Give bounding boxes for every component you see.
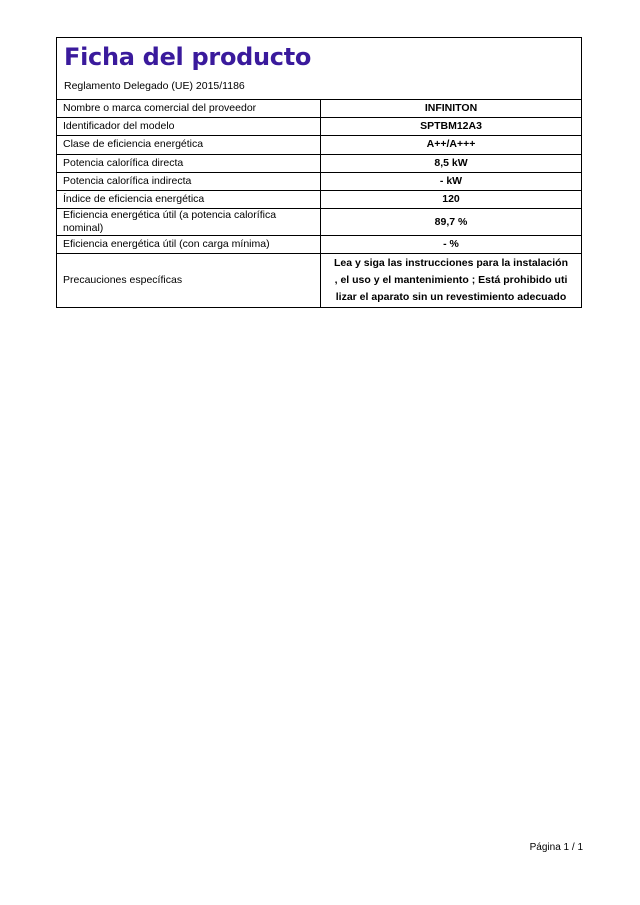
table-row bbox=[57, 236, 581, 254]
table-row bbox=[57, 154, 581, 172]
precaution-line: , el uso y el mantenimiento ; Está prohibido uti bbox=[334, 274, 568, 287]
row-value: SPTBM12A3 bbox=[321, 118, 582, 136]
row-value: - kW bbox=[321, 172, 582, 190]
table-row bbox=[57, 118, 581, 136]
precaution-line: lizar el aparato sin un revestimiento adecuado bbox=[335, 291, 567, 304]
row-label: Nombre o marca comercial del proveedor bbox=[57, 100, 321, 118]
row-value: INFINITON bbox=[424, 102, 478, 115]
table-row bbox=[57, 254, 581, 308]
regulation-subtitle: Reglamento Delegado (UE) 2015/1186 bbox=[64, 80, 245, 92]
row-label: Identificador del modelo bbox=[57, 118, 321, 136]
row-label: Eficiencia energética útil (a potencia calorífica nominal) bbox=[57, 209, 321, 236]
page-title: Ficha del producto bbox=[64, 43, 312, 71]
row-label: Precauciones específicas bbox=[57, 254, 321, 308]
table-row bbox=[57, 190, 581, 208]
row-label: Clase de eficiencia energética bbox=[57, 136, 321, 154]
page-number: Página 1 / 1 bbox=[529, 842, 583, 853]
row-label: Eficiencia energética útil (con carga mínima) bbox=[57, 236, 321, 254]
product-table bbox=[57, 100, 581, 307]
table-row bbox=[57, 136, 581, 154]
row-value: A++/A+++ bbox=[321, 136, 582, 154]
table-row bbox=[57, 100, 581, 118]
row-value-multiline bbox=[321, 254, 582, 308]
product-sheet bbox=[56, 37, 582, 308]
row-label: Índice de eficiencia energética bbox=[57, 190, 321, 208]
precaution-line: Lea y siga las instrucciones para la instalación bbox=[333, 257, 568, 270]
row-value: 120 bbox=[321, 190, 582, 208]
table-row bbox=[57, 209, 581, 236]
row-value: 8,5 kW bbox=[321, 154, 582, 172]
row-label: Potencia calorífica directa bbox=[57, 154, 321, 172]
row-label: Potencia calorífica indirecta bbox=[57, 172, 321, 190]
row-value: 89,7 % bbox=[321, 209, 582, 236]
row-value: - % bbox=[321, 236, 582, 254]
sheet-header bbox=[57, 38, 581, 100]
table-row bbox=[57, 172, 581, 190]
